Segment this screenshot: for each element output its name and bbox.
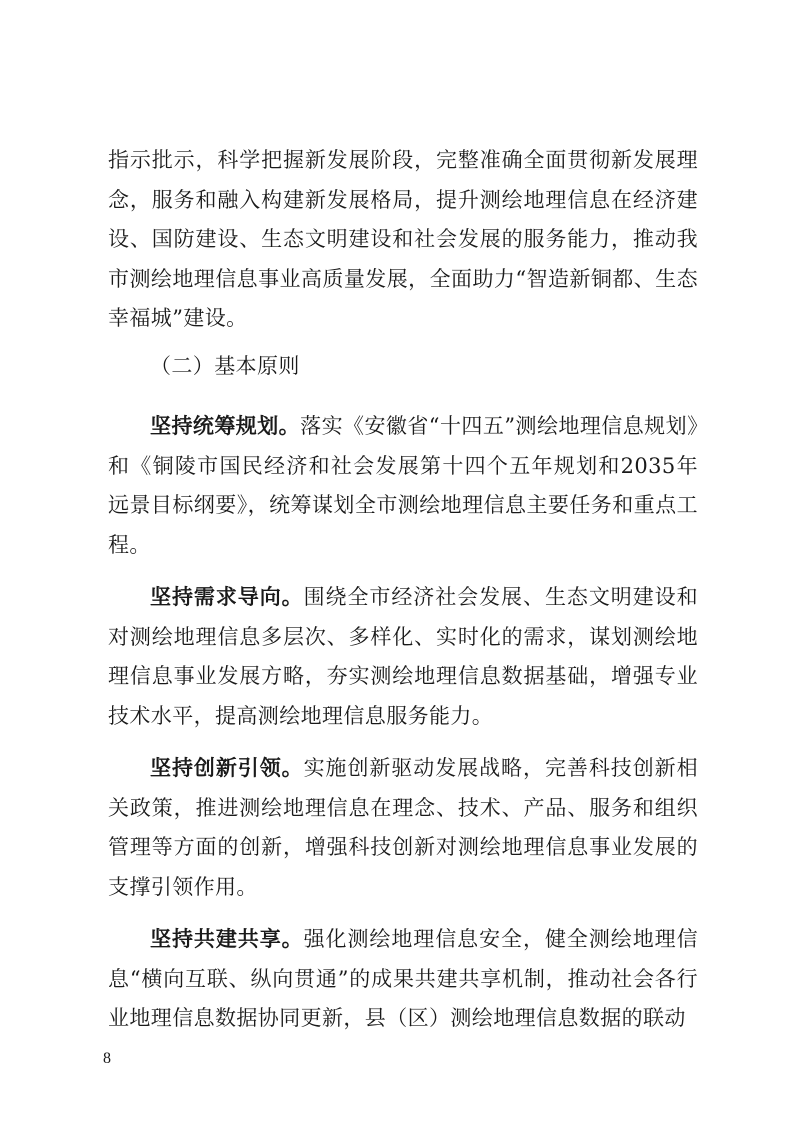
intro-paragraph: 指示批示，科学把握新发展阶段，完整准确全面贯彻新发展理念，服务和融入构建新发展格局，提升测绘地理信息在经济建设、国防建设、生态文明建设和社会发展的服务能力，推动我市测绘地理信息事业高质量发展，全面助力“智造新铜都、生态幸福城”建设。 — [108, 148, 698, 330]
principle-text: 强化测绘地理信息安全，健全测绘地理信息“横向互联、纵向贯通”的成果共建共享机制，推动社会各行业地理信息数据协同更新，县（区）测绘地理信息数据的联动 — [108, 927, 698, 1030]
principle-paragraph — [108, 748, 698, 907]
principle-lead: 坚持创新引领。 — [150, 755, 304, 780]
principle-lead: 坚持统筹规划。 — [150, 413, 301, 438]
principle-paragraph — [108, 406, 698, 565]
principle-lead: 坚持共建共享。 — [150, 926, 304, 951]
principle-text: 围绕全市经济社会发展、生态文明建设和对测绘地理信息多层次、多样化、实时化的需求，谋划测绘地理信息事业发展方略，夯实测绘地理信息数据基础，增强专业技术水平，提高测绘地理信息服务能力。 — [108, 585, 698, 728]
section-heading: （二）基本原则 — [150, 353, 300, 378]
principle-paragraph — [108, 577, 698, 736]
principle-text: 实施创新驱动发展战略，完善科技创新相关政策，推进测绘地理信息在理念、技术、产品、服务和组织管理等方面的创新，增强科技创新对测绘地理信息事业发展的支撑引领作用。 — [108, 756, 698, 899]
principle-lead: 坚持需求导向。 — [150, 584, 304, 609]
page-number: 8 — [103, 1050, 111, 1067]
document-body — [108, 141, 698, 1039]
principle-text: 落实《安徽省“十四五”测绘地理信息规划》和《铜陵市国民经济和社会发展第十四个五年规划和2035年远景目标纲要》，统筹谋划全市测绘地理信息主要任务和重点工程。 — [108, 414, 698, 557]
principle-paragraph — [108, 919, 698, 1039]
